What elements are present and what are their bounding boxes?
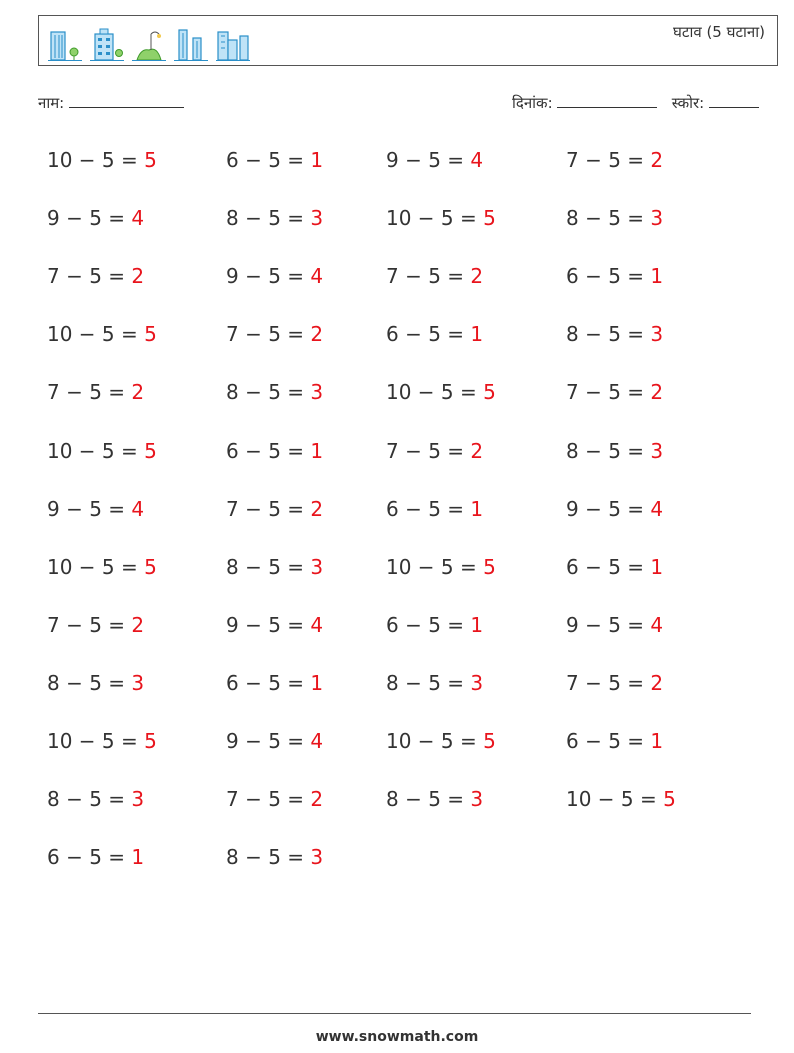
problem-item: [47, 671, 144, 695]
problem-item: [386, 555, 496, 579]
problem-answer: 2: [131, 612, 145, 637]
problem-answer: 2: [650, 670, 664, 695]
problem-item: [566, 613, 663, 637]
problem-item: [226, 380, 323, 404]
problem-answer: 4: [310, 729, 324, 753]
problem-answer: 2: [310, 787, 324, 812]
problem-question: 8 − 5 =: [226, 554, 311, 579]
problem-question: 6 − 5 =: [47, 845, 132, 870]
problem-item: [47, 322, 157, 346]
problem-question: 6 − 5 =: [566, 554, 651, 579]
problem-question: 9 − 5 =: [226, 729, 311, 753]
problem-answer: 1: [470, 496, 484, 521]
problem-question: 8 − 5 =: [226, 845, 311, 870]
problem-answer: 3: [470, 787, 484, 812]
problem-question: 7 − 5 =: [226, 787, 311, 812]
problem-item: [386, 148, 483, 172]
problem-item: [386, 380, 496, 404]
problem-question: 6 − 5 =: [386, 322, 471, 347]
header-icons: [47, 22, 251, 62]
problem-question: 9 − 5 =: [566, 496, 651, 521]
problem-item: [226, 148, 323, 172]
problem-answer: 5: [483, 206, 496, 231]
problem-item: [226, 729, 323, 753]
problem-answer: 3: [650, 322, 664, 347]
problem-question: 8 − 5 =: [566, 206, 651, 231]
problem-answer: 5: [144, 554, 157, 579]
date-score-field: [512, 93, 759, 113]
problem-item: [566, 787, 676, 811]
score-label: स्कोर:: [671, 94, 705, 112]
problem-item: [226, 439, 323, 463]
date-label: दिनांक:: [512, 94, 553, 112]
problem-question: 7 − 5 =: [47, 380, 132, 405]
problem-item: [386, 613, 483, 637]
problem-question: 9 − 5 =: [226, 612, 311, 637]
problem-answer: 3: [131, 787, 145, 812]
problem-question: 7 − 5 =: [47, 612, 132, 637]
problem-item: [47, 206, 144, 230]
problem-question: 9 − 5 =: [566, 612, 651, 637]
name-field: [38, 93, 184, 113]
score-blank[interactable]: [709, 93, 759, 108]
park-icon: [131, 26, 167, 62]
problem-answer: 4: [131, 206, 145, 231]
problem-answer: 5: [483, 729, 496, 753]
problem-item: [226, 845, 323, 869]
date-blank[interactable]: [557, 93, 657, 108]
problem-answer: 3: [650, 438, 664, 463]
problem-item: [226, 671, 323, 695]
name-blank[interactable]: [69, 93, 184, 108]
problem-question: 8 − 5 =: [47, 670, 132, 695]
problem-item: [566, 439, 663, 463]
city-buildings-icon: [215, 26, 251, 62]
problem-item: [47, 787, 144, 811]
problem-item: [566, 264, 663, 288]
problem-answer: 1: [650, 264, 664, 289]
problem-item: [386, 322, 483, 346]
problem-answer: 1: [470, 612, 484, 637]
problem-answer: 4: [310, 612, 324, 637]
problem-answer: 3: [470, 670, 484, 695]
problem-question: 6 − 5 =: [566, 729, 651, 753]
problem-answer: 5: [144, 438, 157, 463]
problem-answer: 4: [650, 612, 664, 637]
problem-item: [566, 555, 663, 579]
problem-question: 10 − 5 =: [47, 322, 145, 347]
footer-divider: [38, 1013, 751, 1014]
problem-item: [566, 671, 663, 695]
problem-question: 6 − 5 =: [386, 612, 471, 637]
skyscraper-icon: [173, 26, 209, 62]
problem-answer: 1: [650, 729, 664, 753]
problem-answer: 1: [131, 845, 145, 870]
problem-answer: 2: [310, 496, 324, 521]
problem-answer: 4: [470, 148, 484, 172]
problem-question: 6 − 5 =: [226, 670, 311, 695]
footer-url: www.snowmath.com: [315, 1029, 479, 1045]
problem-question: 10 − 5 =: [47, 438, 145, 463]
problem-answer: 5: [144, 148, 157, 172]
problem-answer: 2: [650, 148, 664, 172]
problem-question: 7 − 5 =: [566, 148, 651, 172]
problem-question: 7 − 5 =: [226, 496, 311, 521]
problem-answer: 1: [650, 554, 664, 579]
problem-item: [47, 497, 144, 521]
problem-answer: 2: [470, 264, 484, 289]
problem-answer: 3: [310, 206, 324, 231]
problem-item: [47, 264, 144, 288]
problem-answer: 4: [650, 496, 664, 521]
problem-answer: 2: [310, 322, 324, 347]
problem-question: 10 − 5 =: [47, 148, 145, 172]
header-box: [38, 15, 778, 66]
problem-question: 6 − 5 =: [386, 496, 471, 521]
problem-question: 9 − 5 =: [226, 264, 311, 289]
problem-question: 10 − 5 =: [47, 554, 145, 579]
problem-item: [386, 206, 496, 230]
problem-question: 7 − 5 =: [47, 264, 132, 289]
problem-question: 8 − 5 =: [47, 787, 132, 812]
problem-item: [226, 613, 323, 637]
problem-item: [566, 380, 663, 404]
problem-item: [386, 787, 483, 811]
problem-answer: 3: [310, 554, 324, 579]
problem-item: [226, 322, 323, 346]
problem-answer: 5: [663, 787, 676, 812]
problem-question: 10 − 5 =: [386, 380, 484, 405]
problem-question: 8 − 5 =: [386, 670, 471, 695]
problem-question: 6 − 5 =: [566, 264, 651, 289]
problem-answer: 3: [650, 206, 664, 231]
problem-item: [47, 845, 144, 869]
problem-item: [47, 555, 157, 579]
problem-item: [47, 380, 144, 404]
problem-question: 7 − 5 =: [226, 322, 311, 347]
problem-answer: 5: [483, 380, 496, 405]
problem-answer: 5: [483, 554, 496, 579]
problem-answer: 2: [131, 380, 145, 405]
problem-question: 8 − 5 =: [386, 787, 471, 812]
problem-question: 9 − 5 =: [386, 148, 471, 172]
problem-question: 7 − 5 =: [386, 438, 471, 463]
problem-question: 10 − 5 =: [47, 729, 145, 753]
problem-item: [226, 206, 323, 230]
problem-item: [226, 497, 323, 521]
problem-item: [566, 148, 663, 172]
problem-item: [47, 439, 157, 463]
problem-question: 10 − 5 =: [386, 206, 484, 231]
office-building-icon: [89, 26, 125, 62]
problem-question: 8 − 5 =: [226, 206, 311, 231]
problem-item: [47, 148, 157, 172]
problem-question: 6 − 5 =: [226, 148, 311, 172]
problem-question: 9 − 5 =: [47, 496, 132, 521]
problem-item: [386, 729, 496, 753]
problem-item: [386, 671, 483, 695]
problem-question: 8 − 5 =: [566, 438, 651, 463]
page-title: घटाव (5 घटाना): [673, 23, 765, 41]
problem-question: 10 − 5 =: [566, 787, 664, 812]
problem-question: 7 − 5 =: [386, 264, 471, 289]
problem-question: 6 − 5 =: [226, 438, 311, 463]
problem-answer: 3: [310, 845, 324, 870]
problem-answer: 2: [131, 264, 145, 289]
problem-item: [47, 613, 144, 637]
problem-question: 10 − 5 =: [386, 729, 484, 753]
problem-answer: 1: [310, 148, 324, 172]
problem-item: [566, 729, 663, 753]
problem-question: 7 − 5 =: [566, 380, 651, 405]
problem-item: [226, 264, 323, 288]
building-icon: [47, 26, 83, 62]
problem-answer: 1: [470, 322, 484, 347]
problem-answer: 3: [131, 670, 145, 695]
problem-answer: 1: [310, 670, 324, 695]
problem-item: [566, 497, 663, 521]
problem-question: 7 − 5 =: [566, 670, 651, 695]
problem-question: 10 − 5 =: [386, 554, 484, 579]
problem-answer: 2: [650, 380, 664, 405]
problem-item: [566, 206, 663, 230]
problem-item: [386, 264, 483, 288]
problem-item: [226, 555, 323, 579]
problem-answer: 5: [144, 322, 157, 347]
problem-answer: 5: [144, 729, 157, 753]
problem-answer: 1: [310, 438, 324, 463]
problem-answer: 3: [310, 380, 324, 405]
problem-item: [386, 497, 483, 521]
problem-question: 8 − 5 =: [226, 380, 311, 405]
problem-answer: 2: [470, 438, 484, 463]
problem-question: 8 − 5 =: [566, 322, 651, 347]
problem-item: [226, 787, 323, 811]
problem-answer: 4: [310, 264, 324, 289]
problem-answer: 4: [131, 496, 145, 521]
problem-item: [47, 729, 157, 753]
problem-item: [566, 322, 663, 346]
problem-item: [386, 439, 483, 463]
name-label: नाम:: [38, 94, 65, 112]
problem-question: 9 − 5 =: [47, 206, 132, 231]
